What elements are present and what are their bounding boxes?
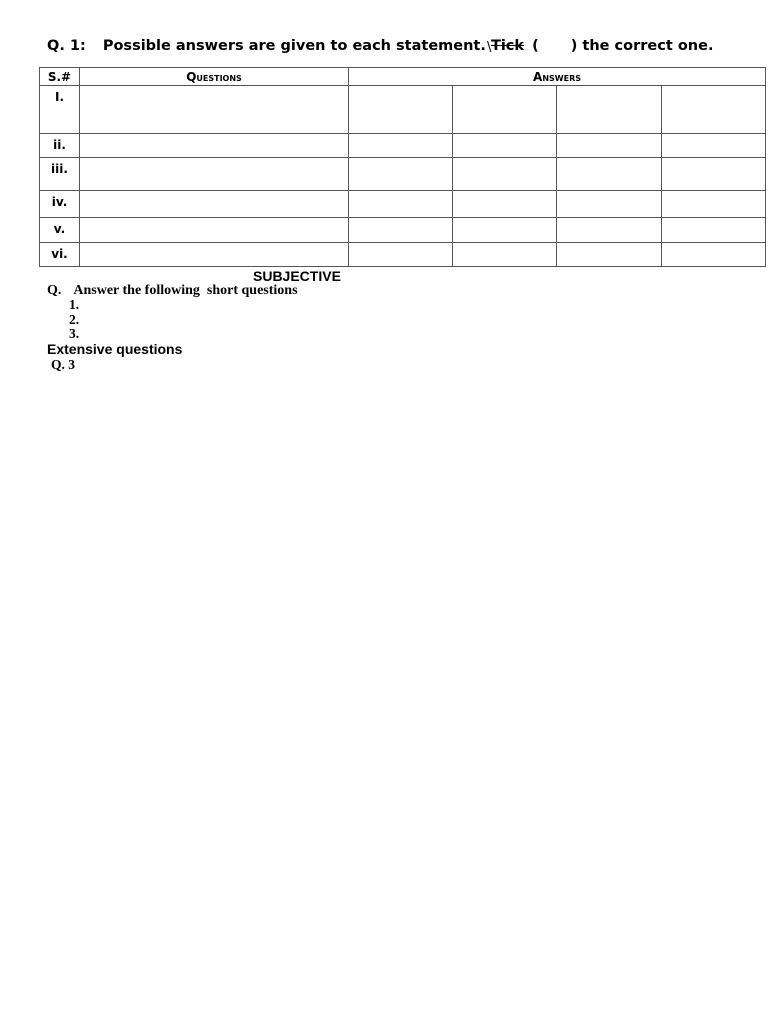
answer-cell[interactable] xyxy=(557,218,662,243)
paren-open: ( xyxy=(532,38,539,54)
list-item: 2. xyxy=(69,311,80,327)
list-item: 1. xyxy=(69,297,80,312)
answer-cell[interactable] xyxy=(453,158,557,191)
answer-cell[interactable] xyxy=(557,86,662,134)
mcq-table xyxy=(39,67,766,267)
row-number: v. xyxy=(40,218,80,243)
table-row xyxy=(40,218,766,243)
extensive-heading: Extensive questions xyxy=(47,341,183,357)
question-cell[interactable] xyxy=(80,243,349,267)
question-cell[interactable] xyxy=(80,218,349,243)
answer-cell[interactable] xyxy=(557,243,662,267)
table-row xyxy=(40,134,766,158)
q1-instruction: Possible answers are given to each statement. xyxy=(102,38,486,54)
answer-cell[interactable] xyxy=(662,158,766,191)
checkmark-icon: \ xyxy=(486,40,492,55)
question-cell[interactable] xyxy=(80,86,349,134)
answer-cell[interactable] xyxy=(453,218,557,243)
table-row xyxy=(40,86,766,134)
header-questions: Questions xyxy=(80,68,349,86)
question-cell[interactable] xyxy=(80,134,349,158)
subjective-heading: SUBJECTIVE xyxy=(253,268,341,284)
header-answers: Answers xyxy=(349,68,766,86)
table-row xyxy=(40,191,766,218)
tick-word xyxy=(486,38,525,55)
answer-cell[interactable] xyxy=(349,243,453,267)
answer-cell[interactable] xyxy=(349,191,453,218)
answer-cell[interactable] xyxy=(349,218,453,243)
q1-heading xyxy=(47,38,747,54)
answer-cell[interactable] xyxy=(557,158,662,191)
answer-cell[interactable] xyxy=(662,134,766,158)
answer-cell[interactable] xyxy=(453,243,557,267)
answer-cell[interactable] xyxy=(662,218,766,243)
question-cell[interactable] xyxy=(80,158,349,191)
table-header-row xyxy=(40,68,766,86)
tick-label: Tick xyxy=(490,38,525,54)
row-number: iii. xyxy=(40,158,80,191)
answer-cell[interactable] xyxy=(557,191,662,218)
answer-cell[interactable] xyxy=(453,134,557,158)
q1-number: Q. 1: xyxy=(47,38,86,54)
answer-cell[interactable] xyxy=(453,191,557,218)
answer-cell[interactable] xyxy=(349,134,453,158)
short-questions-list xyxy=(69,298,79,342)
question-cell[interactable] xyxy=(80,191,349,218)
short-questions-heading xyxy=(47,283,298,299)
header-sn: S.# xyxy=(40,68,80,86)
answer-cell[interactable] xyxy=(662,243,766,267)
answer-cell[interactable] xyxy=(557,134,662,158)
answer-cell[interactable] xyxy=(349,158,453,191)
q1-instruction-end: ) the correct one. xyxy=(570,38,714,54)
row-number: I. xyxy=(40,86,80,134)
table-row xyxy=(40,158,766,191)
q3-label: Q. 3 xyxy=(51,357,76,372)
row-number: vi. xyxy=(40,243,80,267)
answer-cell[interactable] xyxy=(662,86,766,134)
answer-cell[interactable] xyxy=(453,86,557,134)
answer-cell[interactable] xyxy=(349,86,453,134)
short-q-text: Answer the following short questions xyxy=(73,283,298,298)
short-q-label: Q. xyxy=(47,283,62,298)
row-number: iv. xyxy=(40,191,80,218)
answer-cell[interactable] xyxy=(662,191,766,218)
list-item: 3. xyxy=(69,326,80,341)
table-row xyxy=(40,243,766,267)
row-number: ii. xyxy=(40,134,80,158)
